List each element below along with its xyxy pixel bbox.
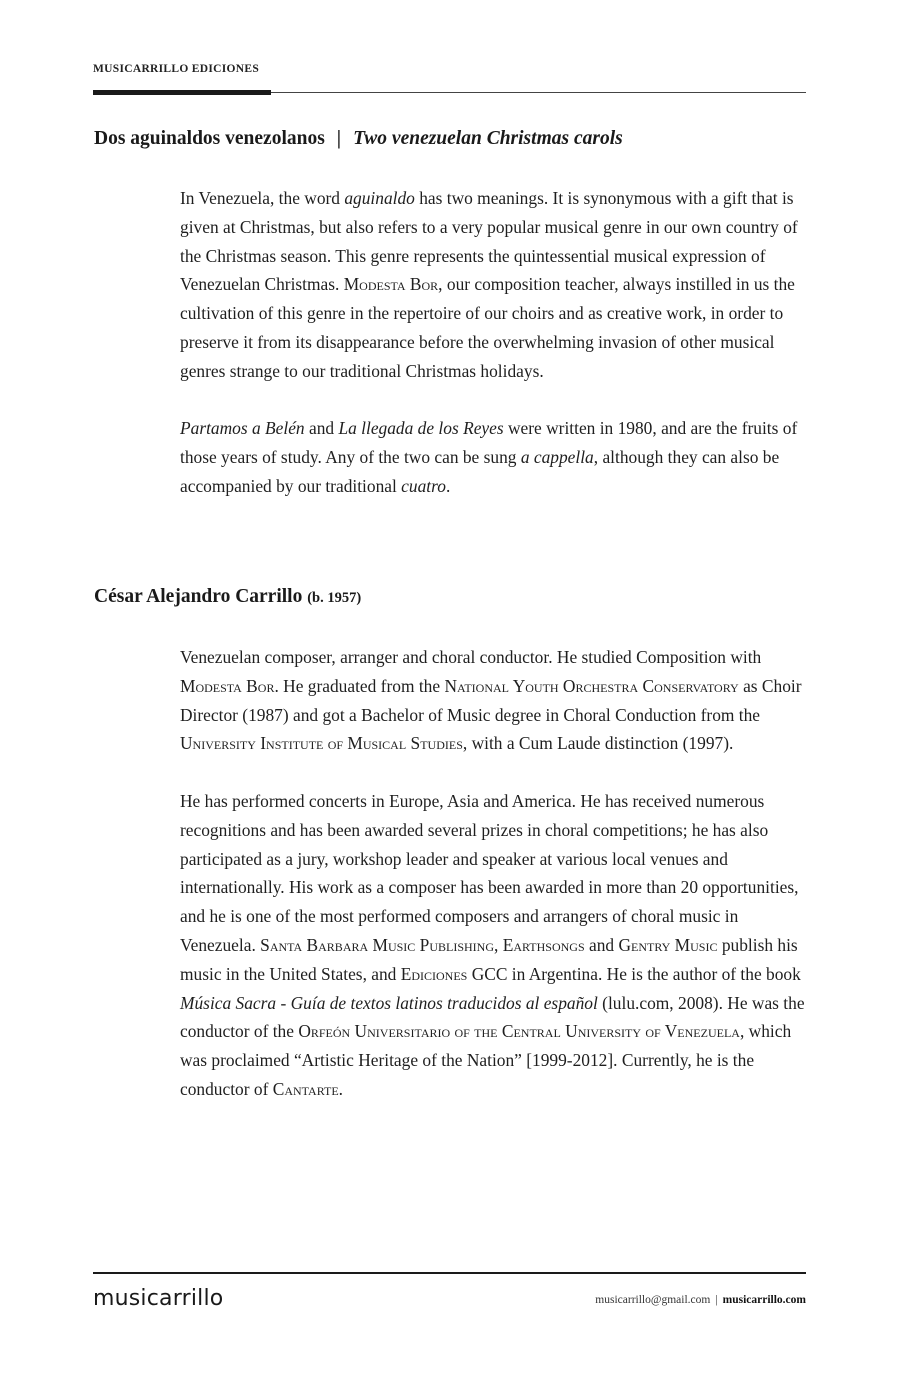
composer-dates: (b. 1957) [307,590,362,606]
section-title-es: Dos aguinaldos venezolanos [94,128,325,149]
composer-heading [94,586,361,608]
footer-rule [93,1272,806,1274]
section-title-separator: | [336,128,342,149]
musicarrillo-logo: musicarrillo [93,1286,224,1311]
section2-body [180,643,812,1104]
name-modesta-bor: Modesta Bor [343,274,439,295]
footer-contact [595,1294,806,1306]
section1-paragraph-1: In Venezuela, the word aguinaldo has two meanings. It is synonymous with a gift that is given at Christmas, but also refers to a very popular musical genre in our own country of the Christmas season. This genre represents the quintessential musical expression of Venezuelan Christmas. Modesta Bor, our composition teacher, always instilled in us the cultivation of this genre in the repertoire of our choirs and as creative work, in order to preserve it from its disappearance before the overwhelming invasion of other musical genres strange to our traditional Christmas holidays. [180,188,798,381]
header-rule-accent [93,90,271,95]
section-title-en: Two venezuelan Christmas carols [353,128,623,149]
section1-body [180,184,810,501]
publisher-header: MUSICARRILLO EDICIONES [93,63,260,75]
bio-paragraph-1: Venezuelan composer, arranger and choral conductor. He studied Composition with Modesta Bor. He graduated from the National Youth Orchestra Conservatory as Choir Director (1987) and got a Bachelor of Music degree in Choral Conduction from the University Institute of Musical Studies, with a Cum Laude distinction (1997). [180,647,802,754]
footer-separator: | [715,1294,718,1306]
section-title [94,128,623,150]
section1-paragraph-2: Partamos a Belén and La llegada de los Reyes were written in 1980, and are the fruits of those years of study. Any of the two can be sung a cappella, although they can also be accompanied by our traditional cuatro. [180,418,798,496]
bio-paragraph-2: He has performed concerts in Europe, Asia and America. He has received numerous recognitions and has been awarded several prizes in choral competitions; he has also participated as a jury, workshop leader and speaker at various local venues and internationally. His work as a composer has been awarded in more than 20 opportunities, and he is one of the most performed composers and arrangers of choral music in Venezuela. Santa Barbara Music Publishing, Earthsongs and Gentry Music publish his music in the United States, and Ediciones GCC in Argentina. He is the author of the book Música Sacra - Guía de textos latinos traducidos al español (lulu.com, 2008). He was the conductor of the Orfeón Universitario of the Central University of Venezuela, which was proclaimed “Artistic Heritage of the Nation” [1999-2012]. Currently, he is the conductor of Cantarte. [180,790,805,1099]
footer-email[interactable]: musicarrillo@gmail.com [595,1294,711,1306]
footer-website[interactable]: musicarrillo.com [722,1294,806,1306]
composer-name: César Alejandro Carrillo [94,586,303,607]
